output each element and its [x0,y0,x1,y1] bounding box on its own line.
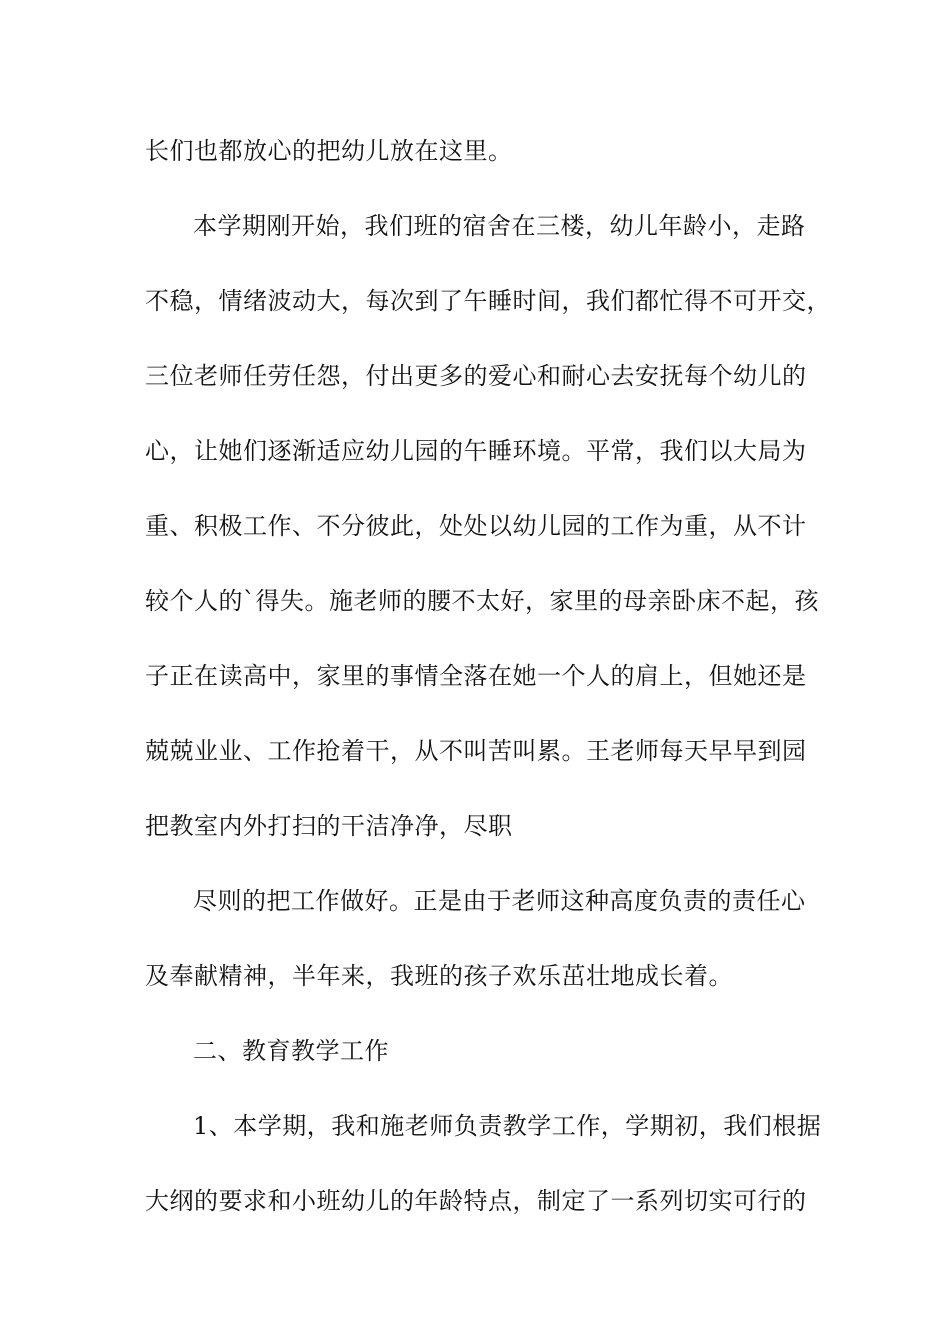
text-line: 较个人的`得失。施老师的腰不太好，家里的母亲卧床不起，孩 [145,587,819,615]
text-line: 重、积极工作、不分彼此，处处以幼儿园的工作为重，从不计 [145,512,807,540]
text-line: 兢兢业业、工作抢着干，从不叫苦叫累。王老师每天早早到园 [145,737,807,765]
paragraph-start-line: 尽则的把工作做好。正是由于老师这种高度负责的责任心 [193,887,806,915]
paragraph-start-line: 本学期刚开始，我们班的宿舍在三楼，幼儿年龄小，走路 [193,212,806,240]
text-line: 心，让她们逐渐适应幼儿园的午睡环境。平常，我们以大局为 [145,437,807,465]
text-line: 大纲的要求和小班幼儿的年龄特点，制定了一系列切实可行的 [145,1187,807,1215]
text-line: 不稳，情绪波动大，每次到了午睡时间，我们都忙得不可开交， [145,287,831,315]
text-line: 三位老师任劳任怨，付出更多的爱心和耐心去安抚每个幼儿的 [145,362,807,390]
text-line: 及奉献精神，半年来，我班的孩子欢乐茁壮地成长着。 [145,962,733,990]
text-line: 把教室内外打扫的干洁净净，尽职 [145,812,513,840]
section-heading: 二、教育教学工作 [193,1037,389,1065]
text-line: 长们也都放心的把幼儿放在这里。 [145,137,513,165]
text-line: 子正在读高中，家里的事情全落在她一个人的肩上，但她还是 [145,662,807,690]
paragraph-start-line: 1、本学期，我和施老师负责教学工作，学期初，我们根据 [193,1112,822,1140]
